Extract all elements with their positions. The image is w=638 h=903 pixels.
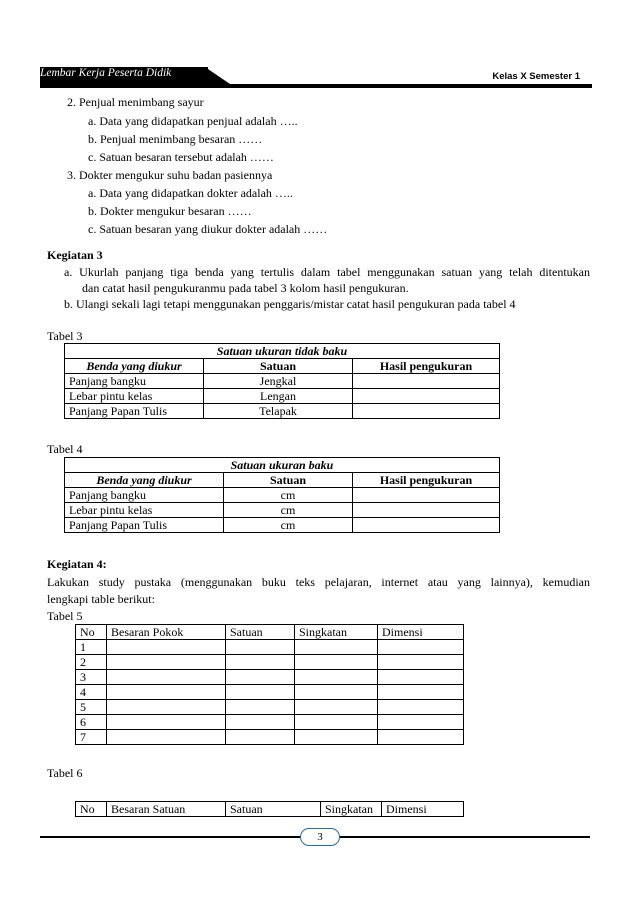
table-cell: cm bbox=[224, 488, 353, 503]
table-row bbox=[76, 730, 464, 745]
list-item: 2. Penjual menimbang sayur bbox=[67, 95, 204, 109]
tabel3-group-header: Satuan ukuran tidak baku bbox=[65, 344, 500, 359]
page-number: 3 bbox=[300, 828, 340, 846]
table-cell: 7 bbox=[76, 730, 107, 745]
table-cell: Jengkal bbox=[204, 374, 353, 389]
kegiatan4-text-cont: lengkapi table berikut: bbox=[47, 592, 155, 606]
tabel5-header-dimensi: Dimensi bbox=[378, 625, 464, 640]
tabel5-label: Tabel 5 bbox=[47, 609, 83, 623]
table-cell bbox=[353, 503, 500, 518]
table-row bbox=[65, 488, 500, 503]
table-row bbox=[76, 685, 464, 700]
table-row bbox=[76, 715, 464, 730]
tabel4-label: Tabel 4 bbox=[47, 442, 83, 456]
table-cell: Panjang bangku bbox=[65, 374, 204, 389]
table-cell: Lebar pintu kelas bbox=[65, 503, 224, 518]
tabel3-header-hasil: Hasil pengukuran bbox=[353, 359, 500, 374]
tabel4-group-header: Satuan ukuran baku bbox=[65, 458, 500, 473]
table-cell: Lengan bbox=[204, 389, 353, 404]
table-cell: 2 bbox=[76, 655, 107, 670]
table-cell: 5 bbox=[76, 700, 107, 715]
table-cell: Panjang Papan Tulis bbox=[65, 518, 224, 533]
list-item: b. Dokter mengukur besaran …… bbox=[88, 204, 252, 218]
table-row bbox=[65, 518, 500, 533]
list-item: c. Satuan besaran tersebut adalah …… bbox=[88, 150, 274, 164]
table-cell: 6 bbox=[76, 715, 107, 730]
header-right-title: Kelas X Semester 1 bbox=[492, 71, 580, 82]
table-cell: 3 bbox=[76, 670, 107, 685]
table-row bbox=[76, 640, 464, 655]
tabel6 bbox=[75, 801, 464, 817]
list-item: b. Penjual menimbang besaran …… bbox=[88, 132, 263, 146]
tabel4-header-satuan: Satuan bbox=[224, 473, 353, 488]
table-cell: Telapak bbox=[204, 404, 353, 419]
tabel3-header-benda: Benda yang diukur bbox=[65, 359, 204, 374]
table-cell: 1 bbox=[76, 640, 107, 655]
tabel4 bbox=[64, 457, 500, 533]
table-row bbox=[65, 404, 500, 419]
table-cell bbox=[353, 374, 500, 389]
header-left-title: Lembar Kerja Peserta Didik bbox=[40, 67, 172, 79]
table-cell: 4 bbox=[76, 685, 107, 700]
table-cell: Panjang Papan Tulis bbox=[65, 404, 204, 419]
list-item: 3. Dokter mengukur suhu badan pasiennya bbox=[67, 168, 273, 182]
kegiatan3-item-a: a. Ukurlah panjang tiga benda yang tertulis dalam tabel menggunakan satuan yang telah ditentukan bbox=[64, 265, 590, 279]
kegiatan3-item-a-cont: dan catat hasil pengukuranmu pada tabel 3 kolom hasil pengukuran. bbox=[82, 281, 409, 295]
tabel6-header-no: No bbox=[76, 802, 107, 817]
tabel4-header-benda: Benda yang diukur bbox=[65, 473, 224, 488]
table-cell: cm bbox=[224, 503, 353, 518]
table-cell bbox=[353, 518, 500, 533]
kegiatan4-text: Lakukan study pustaka (menggunakan buku teks pelajaran, internet atau yang lainnya), kemudian bbox=[47, 575, 590, 589]
tabel3 bbox=[64, 343, 500, 419]
tabel5 bbox=[75, 624, 464, 745]
kegiatan3-item-b: b. Ulangi sekali lagi tetapi menggunakan penggaris/mistar catat hasil pengukuran pada tabel 4 bbox=[64, 297, 516, 311]
table-cell: Panjang bangku bbox=[65, 488, 224, 503]
table-row bbox=[65, 503, 500, 518]
list-item: c. Satuan besaran yang diukur dokter adalah …… bbox=[88, 222, 328, 236]
table-row bbox=[76, 655, 464, 670]
table-cell bbox=[353, 488, 500, 503]
table-cell: Lebar pintu kelas bbox=[65, 389, 204, 404]
tabel6-header-besaran: Besaran Satuan bbox=[107, 802, 226, 817]
tabel4-header-hasil: Hasil pengukuran bbox=[353, 473, 500, 488]
tabel3-label: Tabel 3 bbox=[47, 329, 83, 343]
tabel3-header-satuan: Satuan bbox=[204, 359, 353, 374]
tabel5-header-satuan: Satuan bbox=[226, 625, 295, 640]
tabel6-header-singkatan: Singkatan bbox=[321, 802, 382, 817]
kegiatan3-title: Kegiatan 3 bbox=[47, 248, 103, 262]
table-cell: cm bbox=[224, 518, 353, 533]
list-item: a. Data yang didapatkan penjual adalah ….. bbox=[88, 114, 298, 128]
tabel6-header-satuan: Satuan bbox=[226, 802, 321, 817]
table-row bbox=[76, 670, 464, 685]
tabel6-label: Tabel 6 bbox=[47, 766, 83, 780]
table-cell bbox=[353, 389, 500, 404]
tabel5-header-no: No bbox=[76, 625, 107, 640]
table-row bbox=[65, 374, 500, 389]
kegiatan4-title: Kegiatan 4: bbox=[47, 557, 107, 571]
table-row bbox=[65, 389, 500, 404]
tabel5-header-singkatan: Singkatan bbox=[295, 625, 378, 640]
table-cell bbox=[353, 404, 500, 419]
tabel5-header-besaran: Besaran Pokok bbox=[107, 625, 226, 640]
tabel6-header-dimensi: Dimensi bbox=[382, 802, 464, 817]
table-row bbox=[76, 700, 464, 715]
list-item: a. Data yang didapatkan dokter adalah ….. bbox=[88, 186, 293, 200]
